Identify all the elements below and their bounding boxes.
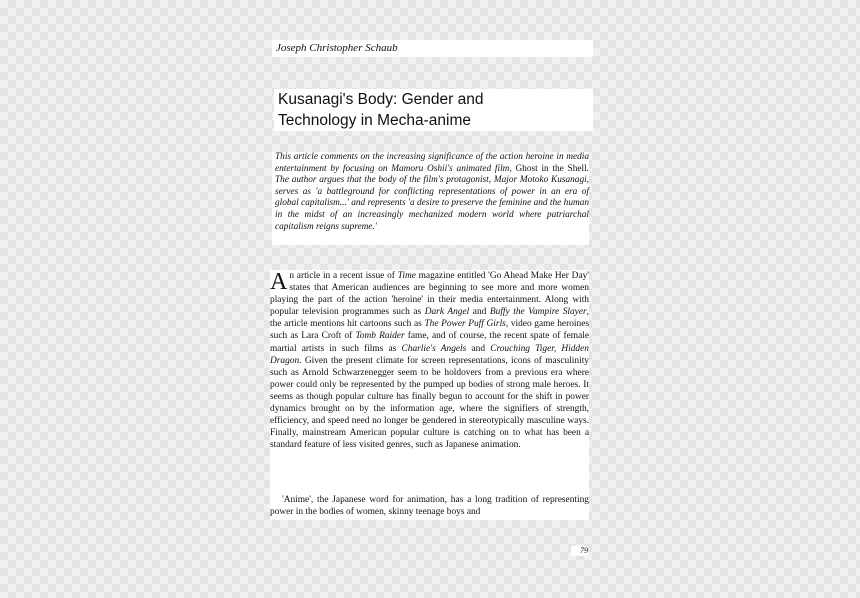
body-paragraph-1	[270, 270, 589, 494]
body-text: and	[469, 307, 490, 318]
film-title: Crouching Tiger, Hidden Dragon	[270, 343, 589, 366]
film-title: Charlie's Angels	[401, 343, 467, 354]
body-paragraph-2: 'Anime', the Japanese word for animation, has a long tradition of representing power in the bodies of women, skinny teenage boys and	[270, 494, 589, 520]
body-text: magazine entitled 'Go Ahead Make Her Day' states that American audiences are beginning to see more and more women playing the part of the action 'heroine' in their media entertainment. Along with popular television programmes such as	[270, 271, 589, 318]
body-text: , video game heroines such as Lara Croft of	[270, 319, 590, 342]
drop-cap: A	[270, 269, 288, 295]
abstract-text-1: This article comments on the increasing significance of the action heroine in media entertainment by focusing on Mamoru Oshii's animated film,	[275, 152, 589, 174]
body-text: , the article mentions hit cartoons such as	[270, 307, 589, 330]
abstract	[272, 152, 589, 245]
title-line-1: Kusanagi's Body: Gender and	[278, 91, 484, 108]
magazine-title: Time	[397, 271, 416, 281]
show-title: Buffy the Vampire Slayer	[489, 307, 587, 318]
title-line-2: Technology in Mecha-anime	[278, 112, 471, 129]
game-title: Tomb Raider	[355, 331, 405, 342]
abstract-text-2: . The author argues that the body of the film's protagonist, Major Motoko Kusanagi, serves as 'a battleground for conflicting representations of power in an era of global capitalism...' and represents 'a desire to preserve the feminine and the human in the midst of an increasingly mechanized modern world where patriarchal capitalism reigns supreme.'	[275, 163, 589, 232]
author-name: Joseph Christopher Schaub	[272, 40, 593, 57]
article-title	[274, 89, 593, 131]
body-text: . Given the present climate for screen representations, icons of masculinity such as Arnold Schwarzenegger seem to be holdovers from a previous era where power could only be represented by the pumped up bodies of strong male heroes. It seems as though popular culture has finally begun to account for the shift in power dynamics brought on by the information age, where the signifiers of strength, efficiency, and speed need no longer be gendered in stereotypically masculine ways. Finally, mainstream American popular culture is catching on to what has been a standard feature of less visited genres, such as Japanese animation.	[270, 355, 589, 451]
cartoon-title: The Power Puff Girls	[424, 319, 506, 330]
show-title: Dark Angel	[424, 307, 470, 318]
body-text: fame, and of course, the recent spate of female martial artists in such films as	[270, 331, 589, 354]
body-text: n article in a recent issue of	[289, 271, 398, 281]
abstract-film-title: Ghost in the Shell	[515, 163, 587, 174]
body-text: and	[466, 343, 491, 354]
page-number: 79	[571, 546, 588, 556]
